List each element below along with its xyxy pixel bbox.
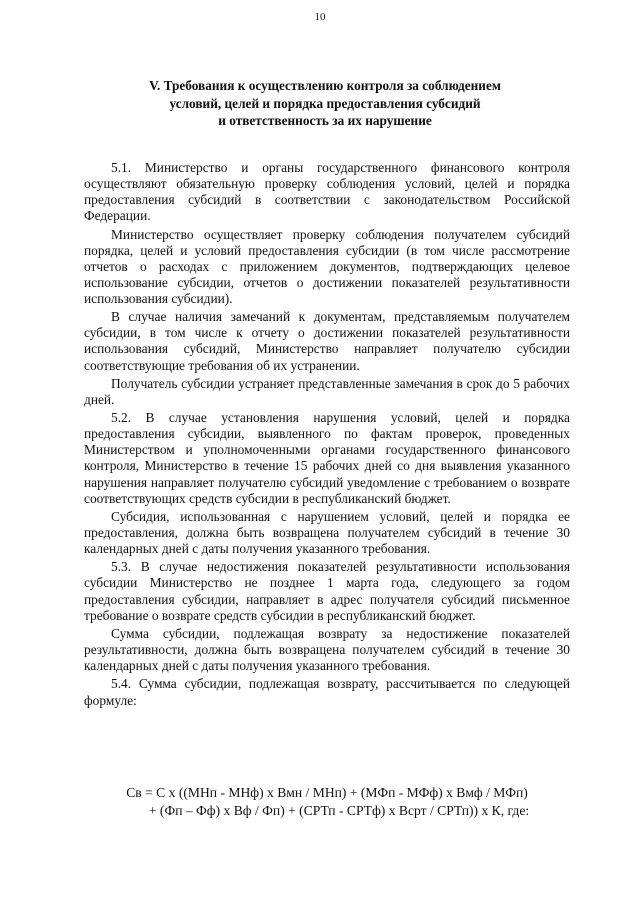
formula-line-1: Св = С х ((МНп - МНф) х Вмн / МНп) + (МФп - МФф) х Вмф / МФп) xyxy=(126,785,528,800)
paragraph-5-4: 5.4. Сумма субсидии, подлежащая возврату, рассчитывается по следующей формуле: xyxy=(84,676,570,708)
paragraph-5-1: 5.1. Министерство и органы государственного финансового контроля осуществляют обязательную проверку соблюдения условий, целей и порядка предоставления субсидий в соответствии с законодательством Российской Федерации. xyxy=(84,160,570,224)
section-heading-line-3: и ответственность за их нарушение xyxy=(218,113,432,128)
paragraph: Субсидия, использованная с нарушением условий, целей и порядка ее предоставления, должна быть возвращена получателем субсидий в течение 30 календарных дней с даты получения указанного требования. xyxy=(84,508,570,557)
formula-line-2: + (Фп – Фф) х Вф / Фп) + (СРТп - СРТф) х Всрт / СРТп)) х К, где: xyxy=(148,803,530,818)
paragraph: Министерство осуществляет проверку соблюдения получателем субсидий порядка, целей и условий предоставления субсидии (в том числе рассмотрение отчетов о расходах с приложением документов, подтверждающих целевое использование субсидии, отчетов о достижении показателей результативности использования субсидии). xyxy=(84,226,570,306)
paragraph: Получатель субсидии устраняет представленные замечания в срок до 5 рабочих дней. xyxy=(84,375,570,407)
paragraph-5-3: 5.3. В случае недостижения показателей результативности использования субсидии Министерство не позднее 1 марта года, следующего за годом предоставления субсидии, направляет в адрес получателя субсидий письменное требование о возврате средств субсидии в республиканский бюджет. xyxy=(84,559,570,623)
section-heading xyxy=(80,77,570,130)
document-body xyxy=(84,160,570,711)
page-number: 10 xyxy=(314,11,326,23)
refund-formula xyxy=(84,784,570,820)
section-heading-line-2: условий, целей и порядка предоставления субсидий xyxy=(169,95,481,111)
section-heading-line-1: V. Требования к осуществлению контроля за соблюдением xyxy=(149,78,501,93)
paragraph-5-2: 5.2. В случае установления нарушения условий, целей и порядка предоставления субсидии, выявленного по фактам проверок, проведенных Министерством и уполномоченными органами государственного финансового контроля, Министерство в течение 15 рабочих дней со дня выявления указанного нарушения направляет получателю субсидий уведомление с требованием о возврате соответствующих средств субсидии в республиканский бюджет. xyxy=(84,410,570,506)
paragraph: Сумма субсидии, подлежащая возврату за недостижение показателей результативности, должна быть возвращена получателем субсидий в течение 30 календарных дней с даты получения указанного требования. xyxy=(84,625,570,674)
paragraph: В случае наличия замечаний к документам, представляемым получателем субсидии, в том числе к отчету о достижении показателей результативности использования субсидий, Министерство направляет получателю субсидии соответствующие требования об их устранении. xyxy=(84,309,570,373)
